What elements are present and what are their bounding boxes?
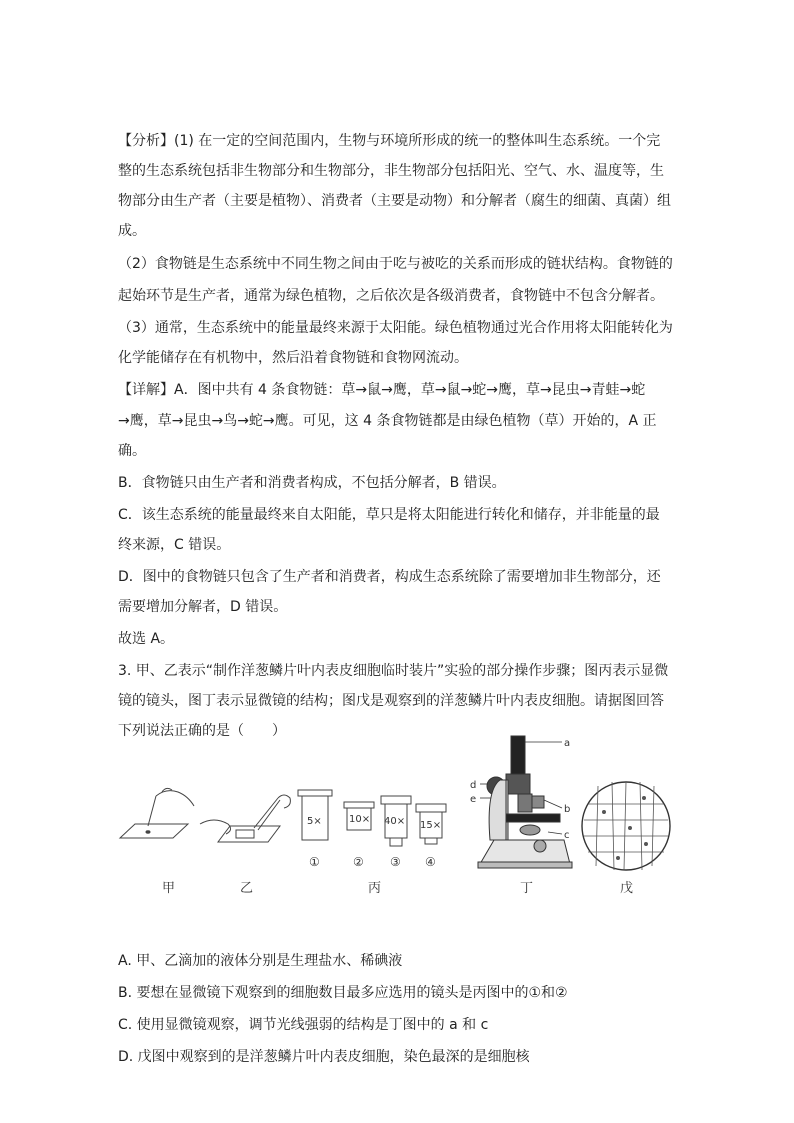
text-line: 确。 — [118, 443, 146, 459]
text-line: 【详解】A．图中共有 4 条食物链：草→鼠→鹰，草→鼠→蛇→鹰，草→昆虫→青蛙→蛇 — [118, 382, 646, 398]
text-line: C．该生态系统的能量最终来自太阳能，草只是将太阳能进行转化和储存，并非能量的最 — [118, 507, 660, 523]
microscope-letter-a: a — [564, 738, 571, 749]
step-jia-illustration — [120, 788, 194, 838]
text-line: 起始环节是生产者，通常为绿色植物，之后依次是各级消费者，食物链中不包含分解者。 — [118, 288, 664, 304]
cell-view-illustration — [582, 782, 670, 870]
label-ding: 丁 — [520, 881, 534, 896]
text-line: 整的生态系统包括非生物部分和生物部分，非生物部分包括阳光、空气、水、温度等，生 — [118, 163, 664, 179]
text-line: B．食物链只由生产者和消费者构成，不包括分解者，B 错误。 — [118, 475, 506, 491]
text-line: 故选 A。 — [118, 631, 175, 647]
lens-4-power: 15× — [420, 820, 442, 831]
text-line: 3. 甲、乙表示“制作洋葱鳞片叶内表皮细胞临时装片”实验的部分操作步骤；图丙表示显微 — [118, 663, 669, 679]
text-line: 镜的镜头，图丁表示显微镜的结构；图戊是观察到的洋葱鳞片叶内表皮细胞。请据图回答 — [118, 693, 664, 709]
label-yi: 乙 — [240, 881, 254, 896]
option-c[interactable]: C. 使用显微镜观察，调节光线强弱的结构是丁图中的 a 和 c — [118, 1017, 489, 1033]
microscope-letter-b: b — [564, 804, 571, 815]
microscope-letter-c: c — [564, 830, 570, 841]
option-b[interactable]: B. 要想在显微镜下观察到的细胞数目最多应选用的镜头是丙图中的①和② — [118, 985, 568, 1001]
step-yi-illustration — [200, 795, 290, 842]
microscope-illustration — [478, 736, 572, 868]
text-line: （3）通常，生态系统中的能量最终来源于太阳能。绿色植物通过光合作用将太阳能转化为 — [118, 320, 673, 336]
option-d[interactable]: D. 戊图中观察到的是洋葱鳞片叶内表皮细胞，染色最深的是细胞核 — [118, 1049, 530, 1065]
text-line: 【分析】(1) 在一定的空间范围内，生物与环境所形成的统一的整体叫生态系统。一个完 — [118, 133, 661, 149]
lens-2-number: ② — [353, 855, 364, 869]
text-line: 下列说法正确的是（ ） — [118, 723, 286, 739]
lens-4-number: ④ — [425, 855, 436, 869]
label-jia: 甲 — [162, 881, 176, 896]
label-bing: 丙 — [368, 881, 382, 896]
text-line: 物部分由生产者（主要是植物）、消费者（主要是动物）和分解者（腐生的细菌、真菌）组 — [118, 193, 671, 209]
lens-1-power: 5× — [307, 816, 322, 827]
lens-3-number: ③ — [390, 855, 401, 869]
option-a[interactable]: A. 甲、乙滴加的液体分别是生理盐水、稀碘液 — [118, 953, 403, 969]
experiment-figure — [118, 728, 678, 908]
label-wu: 戊 — [620, 881, 634, 896]
text-line: （2）食物链是生态系统中不同生物之间由于吃与被吃的关系而形成的链状结构。食物链的 — [118, 256, 673, 272]
lens-3-power: 40× — [384, 816, 406, 827]
text-line: 需要增加分解者，D 错误。 — [118, 599, 288, 615]
text-line: 终来源，C 错误。 — [118, 537, 231, 553]
lens-1-number: ① — [309, 855, 320, 869]
microscope-letter-e: e — [470, 794, 477, 805]
text-line: D．图中的食物链只包含了生产者和消费者，构成生态系统除了需要增加非生物部分，还 — [118, 569, 661, 585]
text-line: 成。 — [118, 223, 146, 239]
microscope-letter-d: d — [470, 780, 477, 791]
lens-2-power: 10× — [349, 814, 371, 825]
text-line: 化学能储存在有机物中，然后沿着食物链和食物网流动。 — [118, 350, 468, 366]
text-line: →鹰，草→昆虫→鸟→蛇→鹰。可见，这 4 条食物链都是由绿色植物（草）开始的，A 正 — [118, 413, 657, 429]
